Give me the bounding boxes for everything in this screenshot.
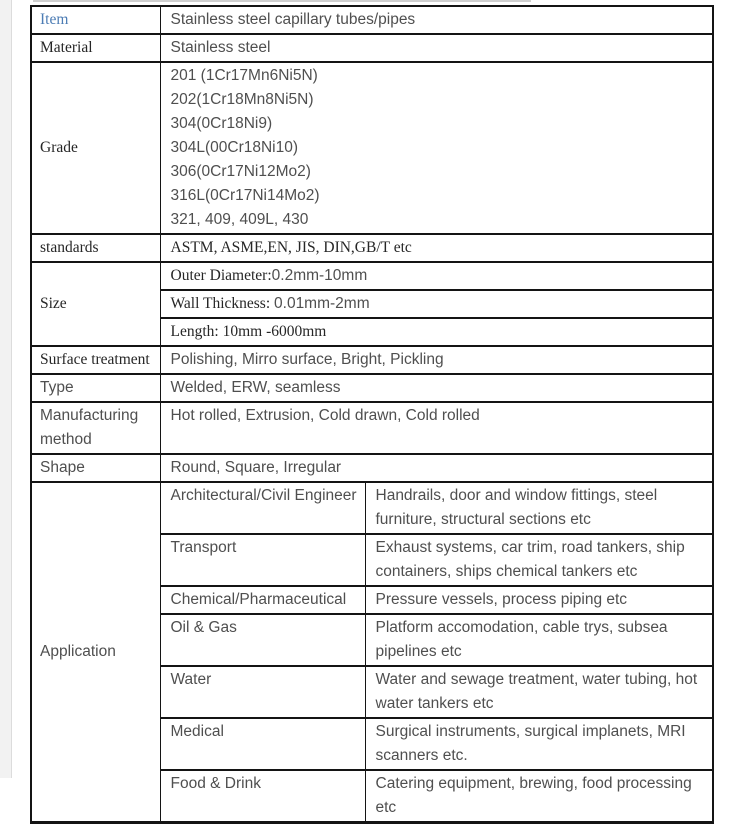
application-category: Medical (160, 718, 365, 770)
size-outer-diameter (160, 262, 713, 290)
grade-value-line: 202(1Cr18Mn8Ni5N) (170, 91, 314, 108)
item-value: Stainless steel capillary tubes/pipes (160, 6, 713, 34)
row-grade (31, 62, 713, 234)
application-category: Food & Drink (160, 770, 365, 823)
row-surface-treatment (31, 346, 713, 374)
grade-value-line: 201 (1Cr17Mn6Ni5N) (170, 67, 318, 84)
row-type (31, 374, 713, 402)
application-category: Oil & Gas (160, 614, 365, 666)
material-value: Stainless steel (160, 34, 713, 62)
application-uses: Water and sewage treatment, water tubing, hot water tankers etc (365, 666, 713, 718)
grade-value-line: 306(0Cr17Ni12Mo2) (170, 163, 311, 180)
row-material (31, 34, 713, 62)
application-category: Chemical/Pharmaceutical (160, 586, 365, 614)
application-category: Water (160, 666, 365, 718)
shape-label: Shape (31, 454, 160, 482)
standards-label: standards (31, 234, 160, 262)
application-label: Application (31, 482, 160, 823)
grade-label: Grade (31, 62, 160, 234)
grade-value-line: 321, 409, 409L, 430 (170, 211, 309, 228)
size-wall-thickness (160, 290, 713, 318)
type-label: Type (31, 374, 160, 402)
application-uses: Catering equipment, brewing, food processing etc (365, 770, 713, 823)
grade-value-line: 304(0Cr18Ni9) (170, 115, 273, 132)
row-size-outer-diameter (31, 262, 713, 290)
page-left-gutter (0, 0, 12, 778)
top-divider-line (33, 0, 531, 2)
material-label: Material (31, 34, 160, 62)
surface-treatment-label: Surface treatment (31, 346, 160, 374)
surface-treatment-value: Polishing, Mirro surface, Bright, Pickling (160, 346, 713, 374)
standards-value: ASTM, ASME,EN, JIS, DIN,GB/T etc (160, 234, 713, 262)
row-item (31, 6, 713, 34)
shape-value: Round, Square, Irregular (160, 454, 713, 482)
grade-values (160, 62, 713, 234)
grade-value-line: 316L(0Cr17Ni14Mo2) (170, 187, 320, 204)
type-value: Welded, ERW, seamless (160, 374, 713, 402)
size-outer-diameter-label: Outer Diameter: (170, 267, 272, 284)
application-uses: Surgical instruments, surgical implanets, MRI scanners etc. (365, 718, 713, 770)
application-uses: Platform accomodation, cable trys, subsea pipelines etc (365, 614, 713, 666)
manufacturing-method-value: Hot rolled, Extrusion, Cold drawn, Cold rolled (160, 402, 713, 454)
application-uses: Pressure vessels, process piping etc (365, 586, 713, 614)
product-spec-table (30, 5, 714, 824)
application-uses: Exhaust systems, car trim, road tankers, ship containers, ships chemical tankers etc (365, 534, 713, 586)
size-length-label: Length: 10mm -6000mm (170, 323, 327, 340)
application-uses: Handrails, door and window fittings, steel furniture, structural sections etc (365, 482, 713, 534)
manufacturing-method-label: Manufacturing method (31, 402, 160, 454)
size-outer-diameter-value: 0.2mm-10mm (271, 267, 368, 284)
size-wall-thickness-value: 0.01mm-2mm (274, 295, 370, 312)
row-application-architectural (31, 482, 713, 534)
size-wall-thickness-label: Wall Thickness: (170, 295, 275, 312)
row-manufacturing-method (31, 402, 713, 454)
row-shape (31, 454, 713, 482)
application-category: Architectural/Civil Engineer (160, 482, 365, 534)
row-standards (31, 234, 713, 262)
size-length (160, 318, 713, 346)
item-label: Item (31, 6, 160, 34)
grade-value-line: 304L(00Cr18Ni10) (170, 139, 299, 156)
application-category: Transport (160, 534, 365, 586)
size-label: Size (31, 262, 160, 346)
